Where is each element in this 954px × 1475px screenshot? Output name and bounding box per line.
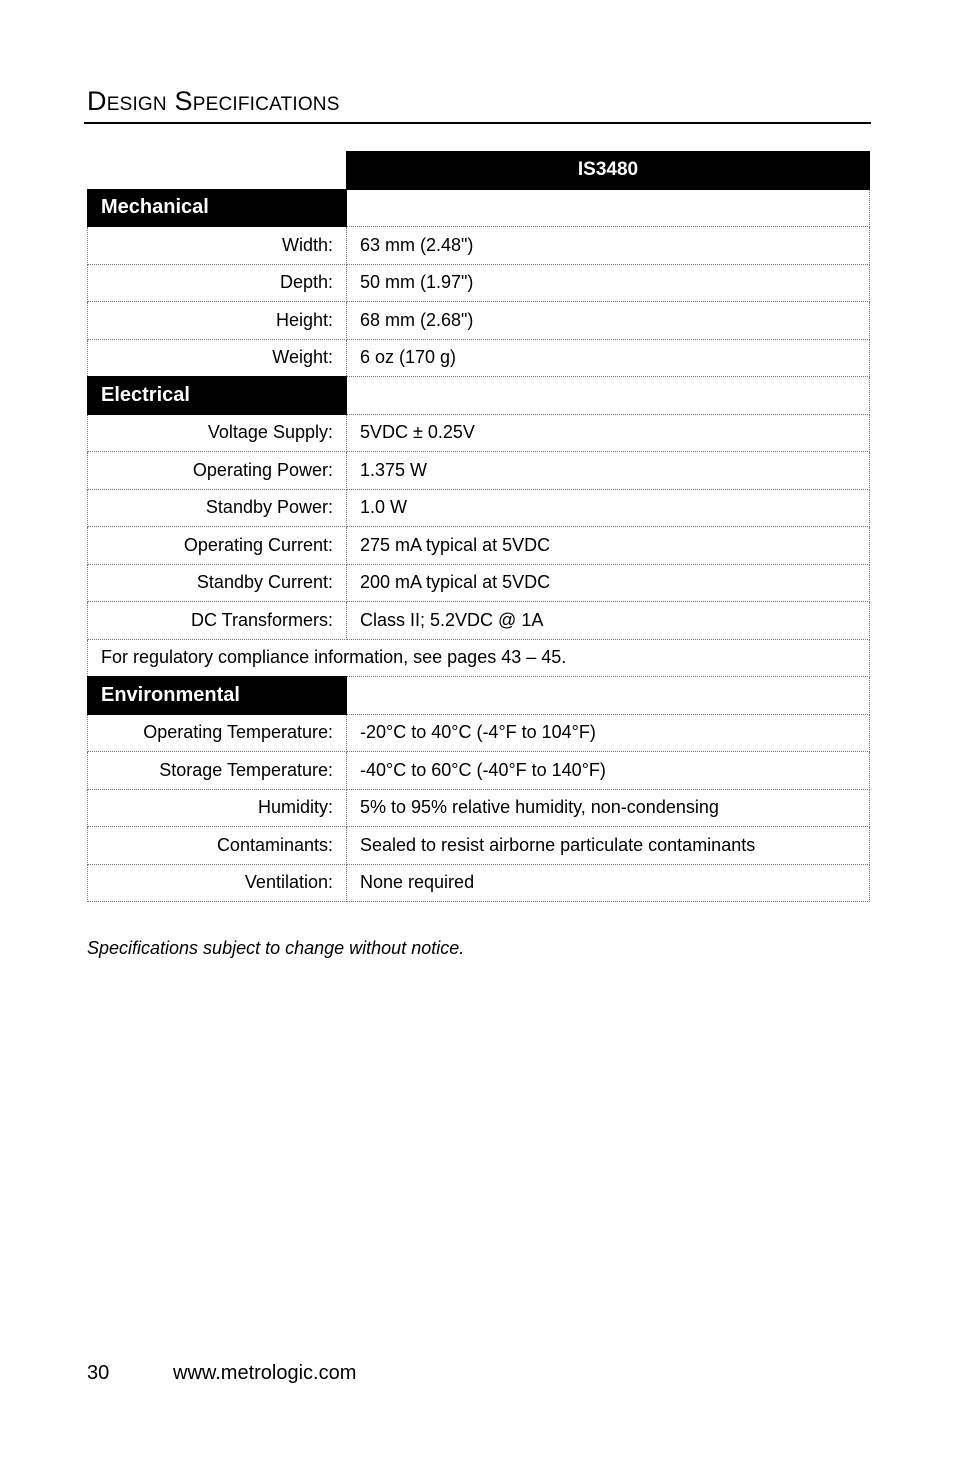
table-row — [88, 564, 870, 602]
spec-value: 6 oz (170 g) — [347, 339, 870, 377]
section-row-mechanical — [88, 189, 870, 227]
spec-label: Width: — [88, 227, 347, 265]
page-number: 30 — [87, 1362, 110, 1384]
spec-value: 50 mm (1.97") — [347, 264, 870, 302]
model-header: IS3480 — [347, 152, 870, 190]
table-row — [88, 789, 870, 827]
section-empty-cell — [347, 377, 870, 415]
regulatory-note: For regulatory compliance information, see pages 43 – 45. — [88, 639, 870, 677]
spec-label: Operating Power: — [88, 452, 347, 490]
spec-label: Contaminants: — [88, 827, 347, 865]
table-row — [88, 339, 870, 377]
specifications-table — [87, 151, 870, 902]
spec-value: -20°C to 40°C (-4°F to 104°F) — [347, 714, 870, 752]
table-row — [88, 227, 870, 265]
spec-value: 68 mm (2.68") — [347, 302, 870, 340]
section-row-environmental — [88, 677, 870, 715]
regulatory-note-row — [88, 639, 870, 677]
table-row — [88, 602, 870, 640]
section-empty-cell — [347, 677, 870, 715]
spec-label: Standby Current: — [88, 564, 347, 602]
spec-label: Ventilation: — [88, 864, 347, 902]
header-empty-cell — [88, 152, 347, 190]
spec-value: Class II; 5.2VDC @ 1A — [347, 602, 870, 640]
table-row — [88, 527, 870, 565]
table-row — [88, 827, 870, 865]
table-row — [88, 489, 870, 527]
spec-value: 5VDC ± 0.25V — [347, 414, 870, 452]
spec-label: Humidity: — [88, 789, 347, 827]
footer-url: www.metrologic.com — [173, 1362, 357, 1384]
spec-label: Weight: — [88, 339, 347, 377]
spec-label: Depth: — [88, 264, 347, 302]
title-divider — [84, 122, 871, 124]
section-heading-environmental: Environmental — [88, 677, 347, 715]
section-row-electrical — [88, 377, 870, 415]
section-heading-mechanical: Mechanical — [88, 189, 347, 227]
table-row — [88, 414, 870, 452]
spec-label: Voltage Supply: — [88, 414, 347, 452]
section-heading-electrical: Electrical — [88, 377, 347, 415]
spec-value: -40°C to 60°C (-40°F to 140°F) — [347, 752, 870, 790]
spec-label: Operating Temperature: — [88, 714, 347, 752]
spec-value: Sealed to resist airborne particulate contaminants — [347, 827, 870, 865]
spec-label: Storage Temperature: — [88, 752, 347, 790]
page-title: Design Specifications — [87, 86, 340, 116]
table-row — [88, 752, 870, 790]
spec-label: DC Transformers: — [88, 602, 347, 640]
table-row — [88, 452, 870, 490]
spec-label: Standby Power: — [88, 489, 347, 527]
table-row — [88, 864, 870, 902]
table-row — [88, 302, 870, 340]
spec-value: None required — [347, 864, 870, 902]
section-empty-cell — [347, 189, 870, 227]
spec-value: 63 mm (2.48") — [347, 227, 870, 265]
spec-value: 1.375 W — [347, 452, 870, 490]
spec-value: 1.0 W — [347, 489, 870, 527]
spec-value: 275 mA typical at 5VDC — [347, 527, 870, 565]
spec-value: 200 mA typical at 5VDC — [347, 564, 870, 602]
table-row — [88, 714, 870, 752]
spec-label: Height: — [88, 302, 347, 340]
table-header-row — [88, 152, 870, 190]
spec-value: 5% to 95% relative humidity, non-condensing — [347, 789, 870, 827]
table-row — [88, 264, 870, 302]
spec-label: Operating Current: — [88, 527, 347, 565]
footnote: Specifications subject to change without notice. — [87, 938, 465, 958]
